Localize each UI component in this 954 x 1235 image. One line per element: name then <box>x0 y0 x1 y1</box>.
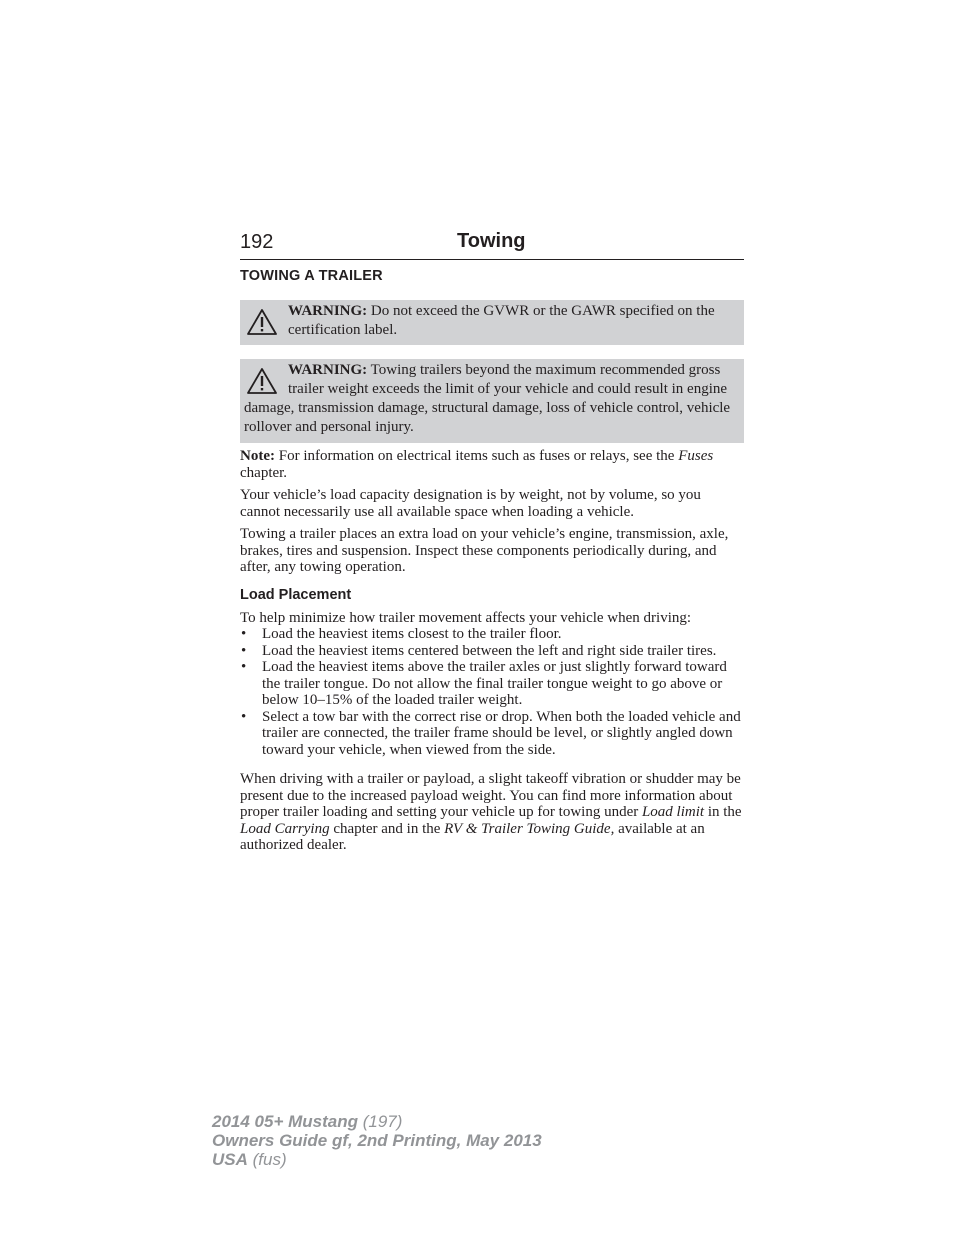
list-item-text: Select a tow bar with the correct rise or drop. When both the loaded vehicle and trailer are connected, the trailer frame should be level, or slightly angled down toward your vehicle, when viewed from the side. <box>262 708 741 758</box>
warning-text: Towing trailers beyond the maximum recommended gross trailer weight exceeds the limit of your vehicle and could result in engine damage, transmission damage, structural damage, loss of vehicle control, vehicle rollover and personal injury. <box>244 362 731 435</box>
closing-text: available at an authorized dealer. <box>240 820 705 853</box>
footer-market: USA <box>212 1150 248 1169</box>
fuses-chapter-reference: Fuses <box>678 448 714 464</box>
note-text: For information on electrical items such as fuses or relays, see the <box>274 448 679 464</box>
warning-box-trailer-weight <box>240 359 744 443</box>
warning-triangle-icon <box>246 308 278 336</box>
list-item <box>240 626 744 643</box>
footer-line-1 <box>212 1112 542 1131</box>
bullet: • <box>241 642 247 659</box>
paragraph-takeoff-vibration <box>240 771 744 854</box>
footer-printing: Owners Guide gf, 2nd Printing, May 2013 <box>212 1131 542 1150</box>
list-item <box>240 659 744 709</box>
closing-text: in the <box>704 804 742 820</box>
list-item-text: Load the heaviest items above the trailer axles or just slightly forward toward the trailer tongue. Do not allow the final trailer tongue weight to go above or below 10–15% of the loaded trailer weight. <box>262 659 727 708</box>
footer-model-code: (197) <box>358 1112 403 1131</box>
bullet: • <box>241 708 247 725</box>
note-fuses <box>240 448 744 481</box>
note-text-after: chapter. <box>240 464 288 481</box>
section-heading: TOWING A TRAILER <box>240 268 383 284</box>
bullet: • <box>241 626 247 642</box>
warning-text: Do not exceed the GVWR or the GAWR specified on the certification label. <box>288 303 715 338</box>
warning-label: WARNING: <box>288 362 368 378</box>
subheading-load-placement: Load Placement <box>240 586 352 603</box>
load-carrying-reference: Load Carrying <box>240 820 330 837</box>
towing-guide-reference: RV & Trailer Towing Guide, <box>444 820 615 837</box>
list-item-text: Load the heaviest items closest to the trailer floor. <box>262 626 562 642</box>
closing-text: When driving with a trailer or payload, a slight takeoff vibration or shudder may be present due to the increased payload weight. You can find more information about proper trailer loading and setting your vehicle up for towing under <box>240 771 741 820</box>
note-label: Note: <box>240 448 275 464</box>
page-header <box>240 228 744 260</box>
paragraph-extra-load: Towing a trailer places an extra load on your vehicle’s engine, transmission, axle, brakes, tires and suspension. Inspect these components periodically during, and after, any towing operation. <box>240 526 729 575</box>
page-number: 192 <box>240 231 274 253</box>
load-placement-intro: To help minimize how trailer movement affects your vehicle when driving: <box>240 609 692 626</box>
warning-triangle-icon <box>246 367 278 395</box>
list-item <box>240 709 744 759</box>
load-limit-reference: Load limit <box>641 804 705 820</box>
page-content <box>240 266 744 860</box>
footer-market-code: (fus) <box>247 1150 287 1169</box>
warning-box-gvwr <box>240 300 744 345</box>
paragraph-load-capacity: Your vehicle’s load capacity designation is by weight, not by volume, so you cannot necessarily use all available space when loading a vehicle. <box>240 487 701 520</box>
footer-line-2 <box>212 1131 542 1150</box>
bullet: • <box>241 659 247 675</box>
list-item-text: Load the heaviest items centered between the left and right side trailer tires. <box>262 642 717 659</box>
page-footer <box>212 1112 542 1169</box>
load-placement-list <box>240 626 744 758</box>
list-item <box>240 643 744 660</box>
footer-model: 2014 05+ Mustang <box>212 1112 358 1131</box>
chapter-title: Towing <box>457 230 526 252</box>
warning-label: WARNING: <box>288 303 368 319</box>
closing-text: chapter and in the <box>329 820 445 837</box>
footer-line-3 <box>212 1150 542 1169</box>
